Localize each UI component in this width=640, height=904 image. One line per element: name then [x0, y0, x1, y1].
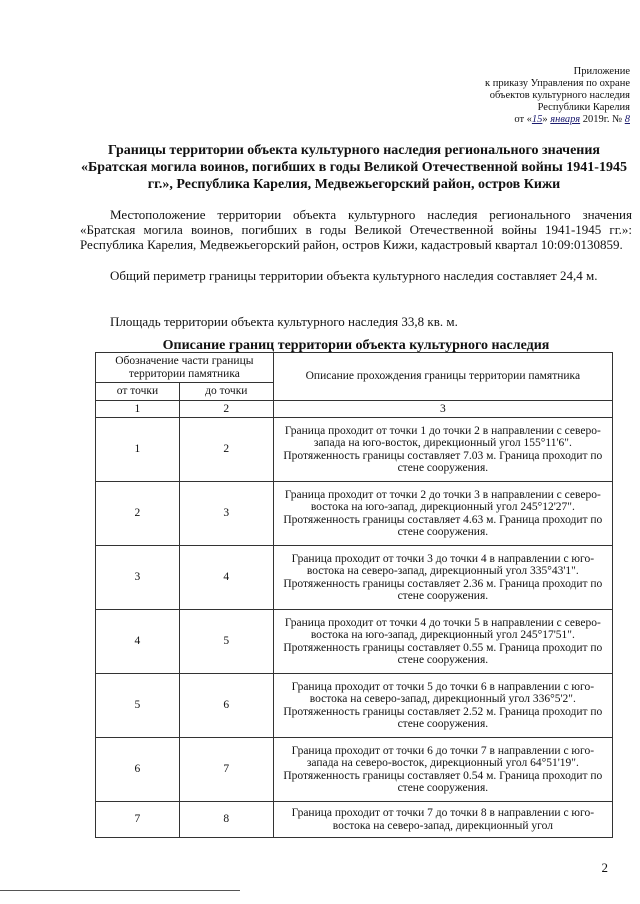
table-row — [96, 482, 613, 546]
row-to: 6 — [179, 674, 273, 738]
appendix-date-line — [485, 114, 630, 126]
perimeter-paragraph — [80, 268, 632, 283]
perimeter-text: Общий периметр границы территории объекта культурного наследия составляет 24,4 м. — [110, 268, 598, 283]
area-text: Площадь территории объекта культурного наследия 33,8 кв. м. — [110, 314, 458, 329]
table-row — [96, 546, 613, 610]
row-from: 2 — [96, 482, 180, 546]
row-to: 3 — [179, 482, 273, 546]
header-description: Описание прохождения границы территории памятника — [273, 353, 612, 401]
appendix-line-1: Приложение — [573, 66, 630, 77]
row-to: 5 — [179, 610, 273, 674]
date-year: 2019г. № — [580, 114, 625, 125]
date-month: января — [550, 114, 581, 125]
row-description: Граница проходит от точки 7 до точки 8 в направлении с юго-востока на северо-запад, дирекционный угол — [273, 802, 612, 838]
date-prefix: от « — [514, 114, 532, 125]
row-to: 7 — [179, 738, 273, 802]
table-row — [96, 802, 613, 838]
appendix-block — [485, 66, 630, 126]
location-paragraph — [80, 207, 632, 252]
row-from: 1 — [96, 418, 180, 482]
date-number: 8 — [624, 114, 630, 125]
row-description: Граница проходит от точки 6 до точки 7 в направлении с юго-запада на северо-восток, дирекционный угол 64°51'19". Протяженность границы составляет 0.54 м. Граница проходит по стене сооружения. — [273, 738, 612, 802]
row-from: 3 — [96, 546, 180, 610]
table-row — [96, 610, 613, 674]
area-paragraph — [80, 314, 632, 329]
location-text: Местоположение территории объекта культурного наследия регионального значения «Братская могила воинов, погибших в годы Великой Отечественной войны 1941-1945 гг.»: Республика Карелия, Медвежьегорский район, остров Кижи, кадастровый квартал 10:09:0130859. — [80, 207, 632, 252]
column-number-row — [96, 400, 613, 418]
header-part: Обозначение части границы территории памятника — [96, 353, 274, 383]
header-row — [96, 353, 613, 383]
column-number-2: 2 — [179, 400, 273, 418]
row-from: 7 — [96, 802, 180, 838]
column-number-1: 1 — [96, 400, 180, 418]
row-to: 8 — [179, 802, 273, 838]
footer-rule — [0, 890, 240, 891]
row-to: 2 — [179, 418, 273, 482]
date-day: 15 — [531, 114, 543, 125]
row-description: Граница проходит от точки 4 до точки 5 в направлении с северо-востока на юго-запад, дирекционный угол 245°17'51". Протяженность границы составляет 0.55 м. Граница проходит по стене сооружения. — [273, 610, 612, 674]
row-to: 4 — [179, 546, 273, 610]
appendix-line-4: Республики Карелия — [537, 102, 630, 113]
header-from: от точки — [96, 383, 180, 401]
row-description: Граница проходит от точки 2 до точки 3 в направлении с северо-востока на юго-запад, дирекционный угол 245°12'27". Протяженность границы составляет 4.63 м. Граница проходит по стене сооружения. — [273, 482, 612, 546]
table-title: Описание границ территории объекта культурного наследия — [162, 338, 550, 353]
appendix-line-2: к приказу Управления по охране — [485, 78, 630, 89]
page-number: 2 — [601, 860, 608, 875]
borders-table — [95, 352, 613, 838]
header-to: до точки — [179, 383, 273, 401]
row-from: 5 — [96, 674, 180, 738]
table-row — [96, 418, 613, 482]
row-from: 4 — [96, 610, 180, 674]
appendix-line-3: объектов культурного наследия — [489, 90, 630, 101]
row-description: Граница проходит от точки 5 до точки 6 в направлении с юго-востока на северо-запад, дирекционный угол 336°5'2". Протяженность границы составляет 2.52 м. Граница проходит по стене сооружения. — [273, 674, 612, 738]
document-title: Границы территории объекта культурного наследия регионального значения «Братская могила воинов, погибших в годы Великой Отечественной войны 1941-1945 гг.», Республика Карелия, Медвежьегорский район, остров Кижи — [81, 143, 627, 192]
row-from: 6 — [96, 738, 180, 802]
table-row — [96, 738, 613, 802]
row-description: Граница проходит от точки 3 до точки 4 в направлении с юго-востока на северо-запад, дирекционный угол 335°43'1". Протяженность границы составляет 2.36 м. Граница проходит по стене сооружения. — [273, 546, 612, 610]
row-description: Граница проходит от точки 1 до точки 2 в направлении с северо-запада на юго-восток, дирекционный угол 155°11'6". Протяженность границы составляет 7.03 м. Граница проходит по стене сооружения. — [273, 418, 612, 482]
table-row — [96, 674, 613, 738]
column-number-3: 3 — [273, 400, 612, 418]
date-mid: » — [542, 114, 551, 125]
